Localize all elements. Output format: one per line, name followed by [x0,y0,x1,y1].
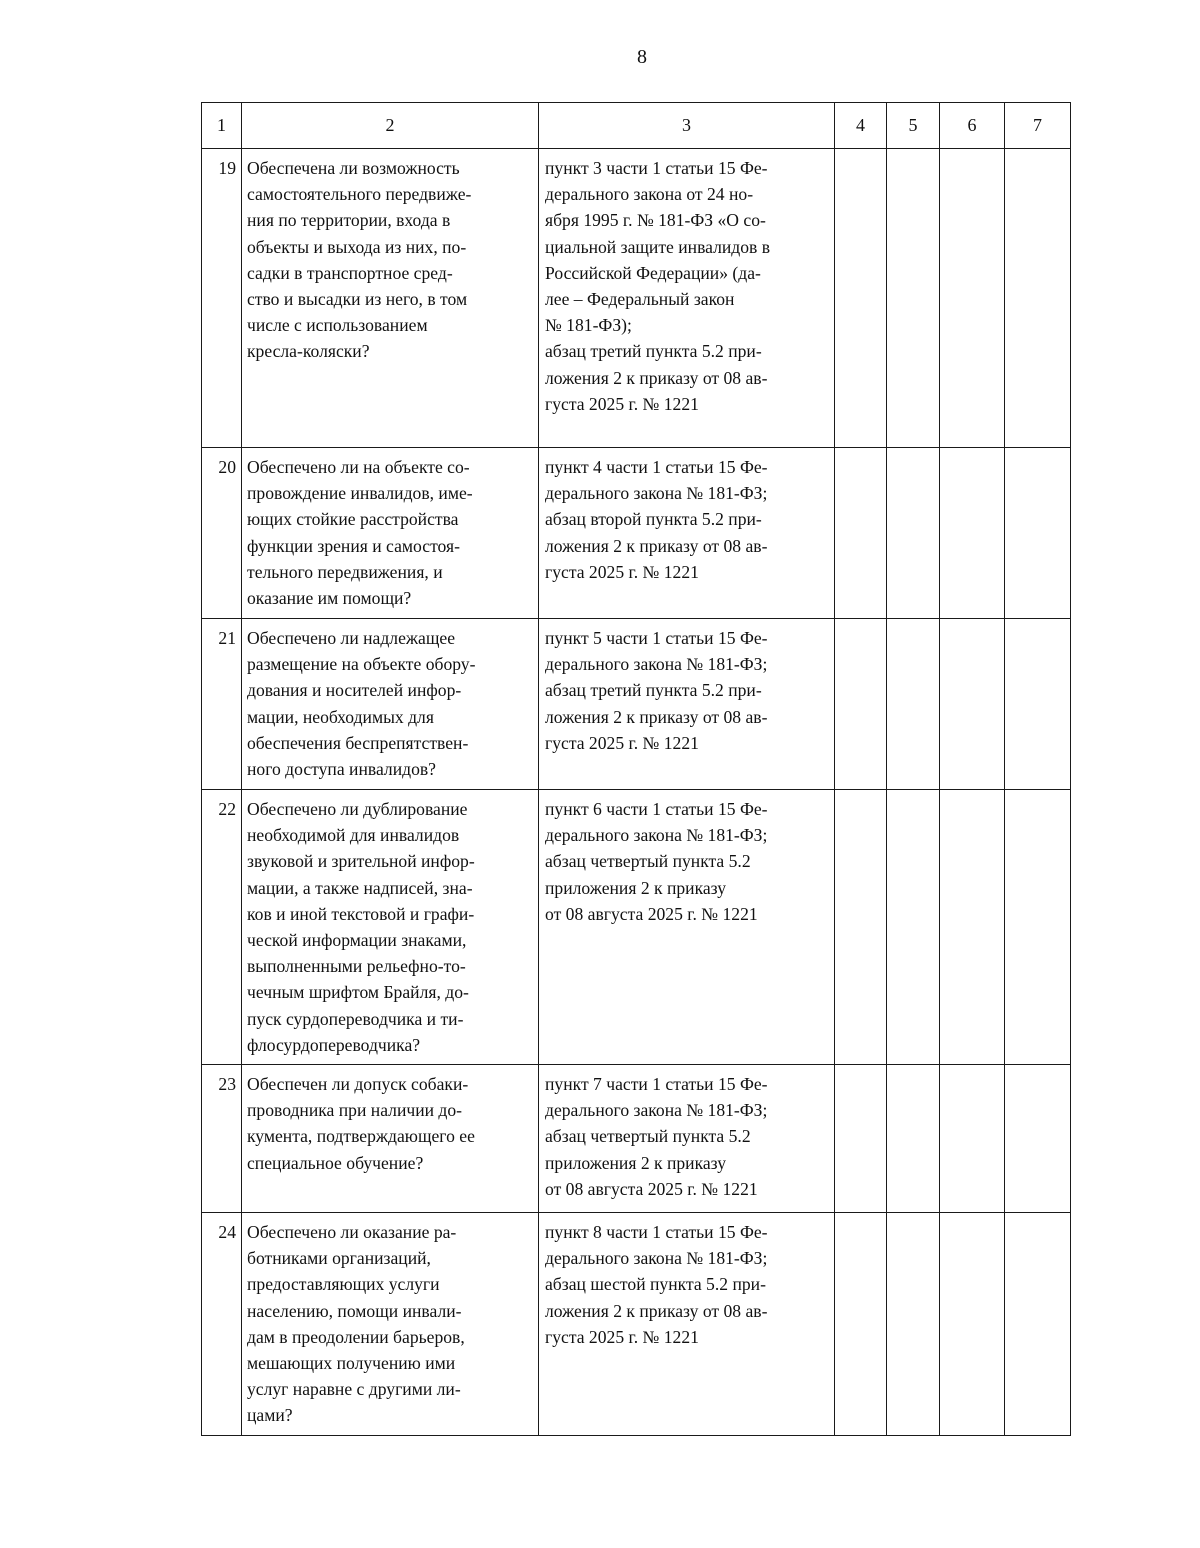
question-cell: Обеспечено ли надлежащее размещение на объекте обору- дования и носителей инфор- мации, необходимых для обеспечения беспрепятствен- ного доступа инвалидов? [242,619,539,790]
column-header-4: 4 [835,103,887,149]
table-row [202,1213,1071,1436]
question-cell: Обеспечено ли дублирование необходимой для инвалидов звуковой и зрительной инфор- мации, а также надписей, зна- ков и иной текстовой и графи- ческой информации знаками, выполненными рельефно-то- чечным шрифтом Брайля, до- пуск сурдопереводчика и ти- флосурдопереводчика? [242,790,539,1065]
row-number: 23 [202,1065,242,1213]
checklist-table [201,102,1071,1436]
answer-cell-5 [887,1065,940,1213]
answer-cell-5 [887,619,940,790]
reference-cell: пункт 3 части 1 статьи 15 Фе- дерального закона от 24 но- ября 1995 г. № 181-ФЗ «О со- циальной защите инвалидов в Российской Федерации» (да- лее – Федеральный закон № 181-ФЗ); абзац третий пункта 5.2 при- ложения 2 к приказу от 08 ав- густа 2025 г. № 1221 [539,149,835,448]
column-header-7: 7 [1005,103,1071,149]
question-cell: Обеспечено ли на объекте со- провождение инвалидов, име- ющих стойкие расстройства функции зрения и самостоя- тельного передвижения, и оказание им помощи? [242,448,539,619]
answer-cell-7 [1005,790,1071,1065]
question-cell: Обеспечена ли возможность самостоятельного передвиже- ния по территории, входа в объекты и выхода из них, по- садки в транспортное сред- ство и высадки из него, в том числе с использованием кресла-коляски? [242,149,539,448]
reference-cell: пункт 4 части 1 статьи 15 Фе- дерального закона № 181-ФЗ; абзац второй пункта 5.2 при- ложения 2 к приказу от 08 ав- густа 2025 г. № 1221 [539,448,835,619]
answer-cell-5 [887,1213,940,1436]
column-header-2: 2 [242,103,539,149]
answer-cell-7 [1005,1213,1071,1436]
answer-cell-6 [940,1065,1005,1213]
table-row [202,790,1071,1065]
answer-cell-5 [887,790,940,1065]
page-number: 8 [637,46,647,68]
table-header-row [202,103,1071,149]
reference-cell: пункт 5 части 1 статьи 15 Фе- дерального закона № 181-ФЗ; абзац третий пункта 5.2 при- ложения 2 к приказу от 08 ав- густа 2025 г. № 1221 [539,619,835,790]
answer-cell-6 [940,448,1005,619]
column-header-3: 3 [539,103,835,149]
question-cell: Обеспечен ли допуск собаки- проводника при наличии до- кумента, подтверждающего ее специальное обучение? [242,1065,539,1213]
answer-cell-5 [887,149,940,448]
answer-cell-6 [940,1213,1005,1436]
question-cell: Обеспечено ли оказание ра- ботниками организаций, предоставляющих услуги населению, помощи инвали- дам в преодолении барьеров, мешающих получению ими услуг наравне с другими ли- цами? [242,1213,539,1436]
answer-cell-4 [835,448,887,619]
table-row [202,149,1071,448]
column-header-6: 6 [940,103,1005,149]
row-number: 21 [202,619,242,790]
row-number: 19 [202,149,242,448]
answer-cell-7 [1005,619,1071,790]
table-row [202,619,1071,790]
row-number: 24 [202,1213,242,1436]
answer-cell-4 [835,1065,887,1213]
reference-cell: пункт 7 части 1 статьи 15 Фе- дерального закона № 181-ФЗ; абзац четвертый пункта 5.2 приложения 2 к приказу от 08 августа 2025 г. № 1221 [539,1065,835,1213]
table-row [202,1065,1071,1213]
answer-cell-4 [835,1213,887,1436]
reference-cell: пункт 6 части 1 статьи 15 Фе- дерального закона № 181-ФЗ; абзац четвертый пункта 5.2 приложения 2 к приказу от 08 августа 2025 г. № 1221 [539,790,835,1065]
answer-cell-4 [835,619,887,790]
answer-cell-6 [940,149,1005,448]
row-number: 22 [202,790,242,1065]
answer-cell-6 [940,619,1005,790]
row-number: 20 [202,448,242,619]
reference-cell: пункт 8 части 1 статьи 15 Фе- дерального закона № 181-ФЗ; абзац шестой пункта 5.2 при- ложения 2 к приказу от 08 ав- густа 2025 г. № 1221 [539,1213,835,1436]
table-row [202,448,1071,619]
column-header-1: 1 [202,103,242,149]
answer-cell-7 [1005,448,1071,619]
answer-cell-4 [835,790,887,1065]
answer-cell-7 [1005,149,1071,448]
answer-cell-6 [940,790,1005,1065]
column-header-5: 5 [887,103,940,149]
answer-cell-4 [835,149,887,448]
answer-cell-7 [1005,1065,1071,1213]
answer-cell-5 [887,448,940,619]
